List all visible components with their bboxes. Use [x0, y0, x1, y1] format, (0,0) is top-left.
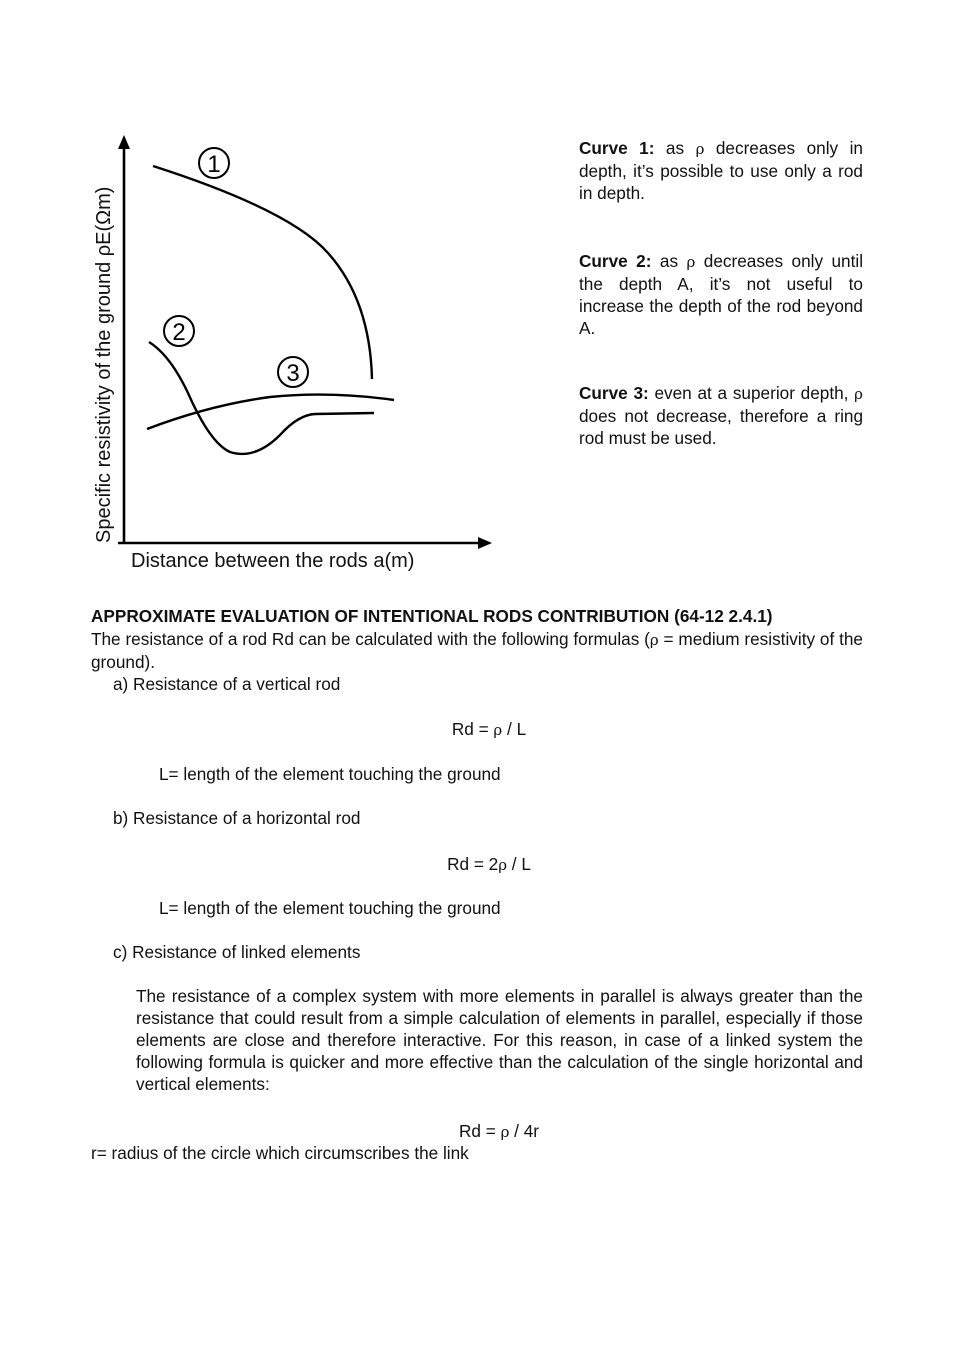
section-intro-before: The resistance of a rod Rd can be calculated with the following formulas ( — [91, 629, 650, 649]
curve-1-marker-label: 1 — [207, 151, 221, 178]
resistivity-diagram — [80, 125, 510, 585]
item-a-label: a) Resistance of a vertical rod — [113, 674, 341, 694]
section-intro-after: = medium resistivity of the ground). — [91, 629, 863, 672]
formula-a-after: / L — [502, 719, 527, 739]
definition-a: L= length of the element touching the ground — [159, 764, 501, 784]
formula-c-before: Rd = — [459, 1121, 501, 1141]
formula-b — [0, 853, 954, 876]
section-intro — [91, 628, 863, 673]
item-c-label: c) Resistance of linked elements — [113, 942, 361, 962]
curve-2-note — [579, 250, 863, 339]
x-axis-arrow — [478, 537, 492, 549]
curve-3-note-title: Curve 3: — [579, 383, 649, 403]
formula-a-before: Rd = — [451, 719, 494, 739]
y-axis-arrow — [118, 135, 130, 149]
curve-2-note-text-before: as — [651, 251, 687, 271]
rho-symbol: ρ — [500, 1123, 510, 1141]
curve-2-note-text-after: decreases only until the depth A, it’s not useful to increase the depth of the rod beyond A. — [579, 251, 864, 338]
rho-symbol: ρ — [649, 631, 659, 649]
rho-symbol: ρ — [854, 385, 863, 403]
curve-3-note-text-after: does not decrease, therefore a ring rod must be used. — [579, 406, 863, 448]
rho-symbol: ρ — [695, 140, 705, 158]
x-axis-label: Distance between the rods a(m) — [131, 550, 415, 572]
rho-symbol: ρ — [498, 856, 508, 874]
curve-3-note — [579, 382, 863, 449]
y-axis-label: Specific resistivity of the ground ρE(Ωm) — [93, 186, 115, 543]
curve-1-note — [579, 137, 863, 204]
curve-1-note-text-after: decreases only in depth, it’s possible to use only a rod in depth. — [579, 138, 863, 203]
formula-b-after: / L — [507, 854, 531, 874]
curve-3 — [147, 395, 394, 429]
resistivity-diagram-svg — [80, 125, 510, 585]
curve-1-note-title: Curve 1: — [579, 138, 655, 158]
rho-symbol: ρ — [686, 253, 696, 271]
curve-3-note-text-before: even at a superior depth, — [648, 383, 855, 403]
paragraph-c: The resistance of a complex system with more elements in parallel is always greater than the resistance that could result from a simple calculation of elements in parallel, especially if those elements are close and therefore interactive. For this reason, in case of a linked system the following formula is quicker and more effective than the calculation of the single horizontal and vertical elements: — [136, 986, 863, 1094]
curve-3-marker-label: 3 — [286, 360, 300, 387]
formula-b-before: Rd = 2 — [447, 854, 499, 874]
curve-1-note-text-before: as — [654, 138, 696, 158]
definition-c: r= radius of the circle which circumscribes the link — [91, 1143, 469, 1163]
item-b-label: b) Resistance of a horizontal rod — [113, 808, 361, 828]
curve-2-note-title: Curve 2: — [579, 251, 652, 271]
definition-b: L= length of the element touching the ground — [159, 898, 501, 918]
formula-c — [0, 1120, 954, 1143]
curve-1 — [153, 166, 372, 379]
section-heading: APPROXIMATE EVALUATION OF INTENTIONAL RODS CONTRIBUTION (64-12 2.4.1) — [91, 606, 773, 626]
formula-a — [0, 718, 954, 741]
formula-c-after: / 4r — [509, 1121, 539, 1141]
curve-2-marker-label: 2 — [172, 319, 186, 346]
rho-symbol: ρ — [493, 721, 503, 739]
